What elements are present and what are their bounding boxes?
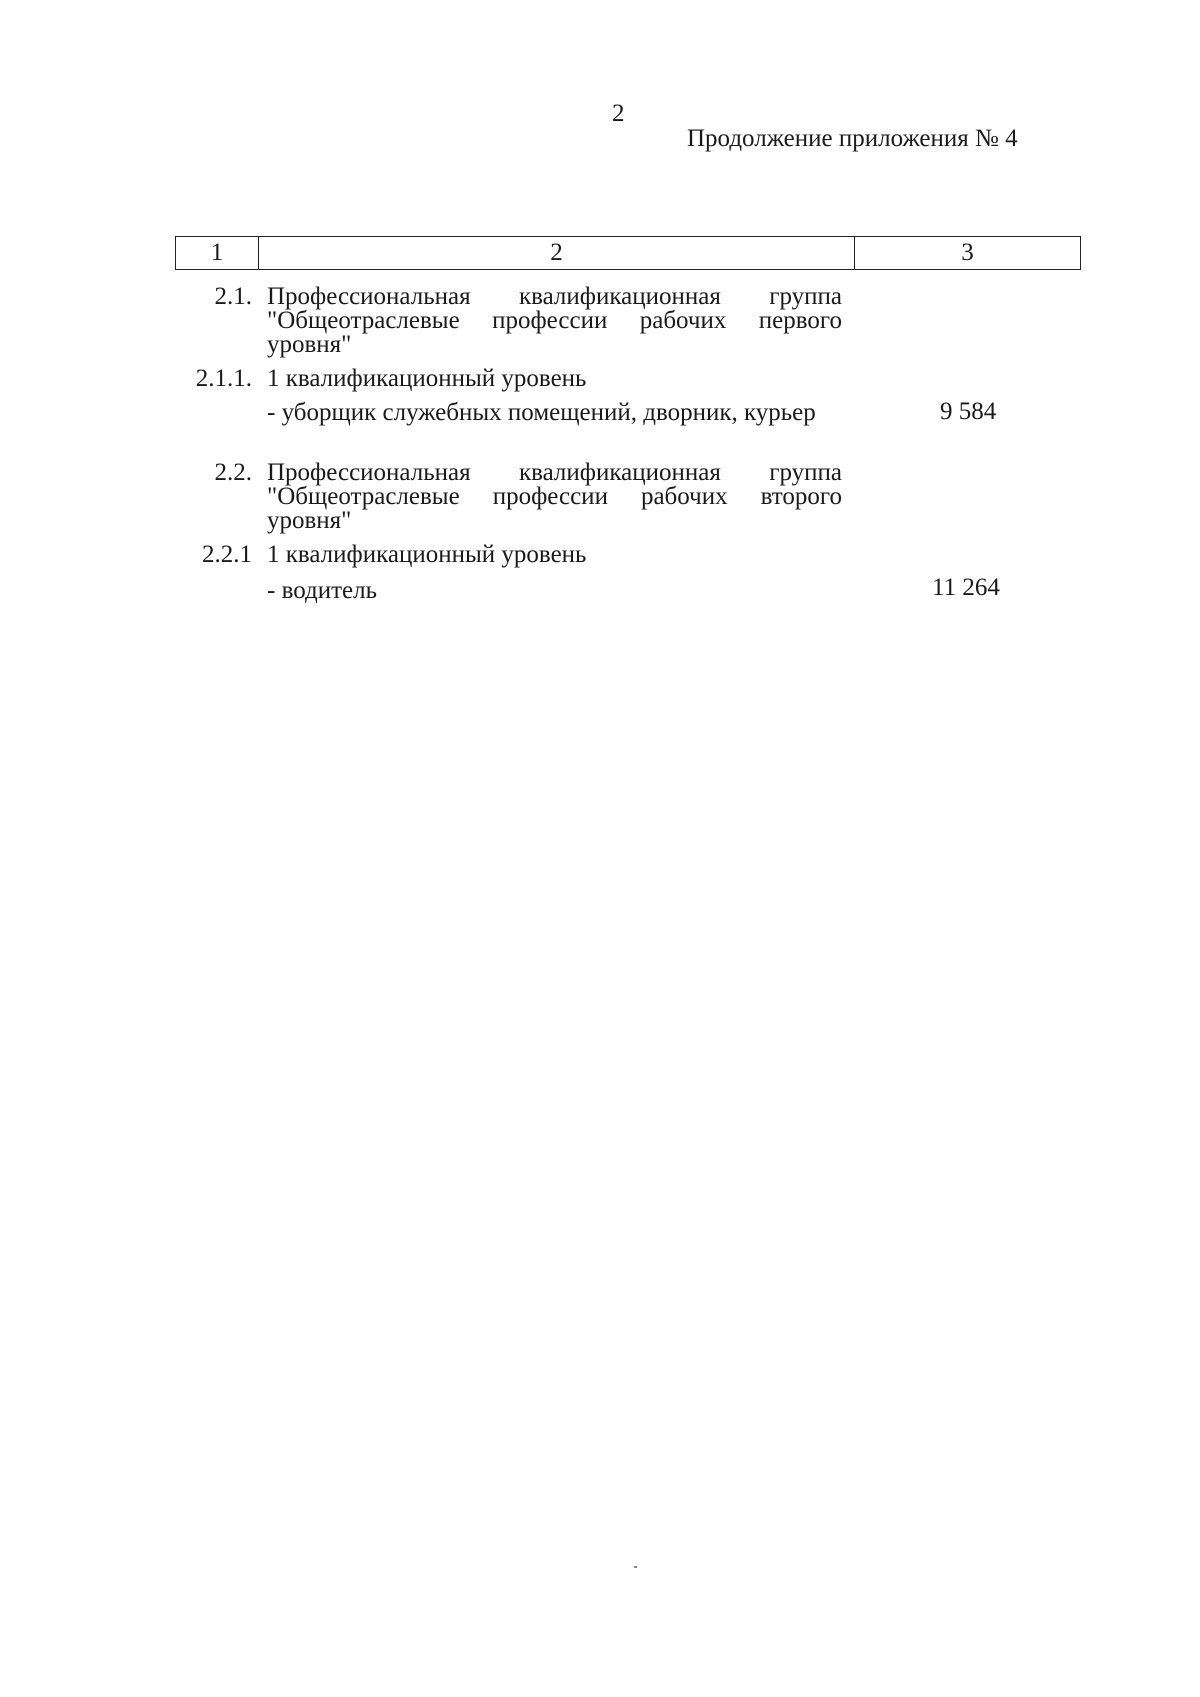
table-row (175, 461, 842, 533)
row-value: 11 264 (932, 574, 1000, 601)
table-row (175, 579, 842, 603)
row-number: 2.1.1. (195, 365, 252, 392)
row-number (175, 401, 262, 425)
table-header-col-2: 2 (259, 237, 855, 269)
table-row (175, 285, 842, 357)
row-text: Профессиональная квалификационная группа "Общеотраслевые профессии рабочих первого уровня" (267, 283, 842, 358)
table-row (175, 401, 842, 425)
row-text: Профессиональная квалификационная группа "Общеотраслевые профессии рабочих второго уровня" (267, 459, 842, 534)
scan-speck (634, 1566, 637, 1568)
row-text: - водитель (267, 577, 377, 604)
appendix-continuation-note: Продолжение приложения № 4 (687, 125, 1018, 152)
table-header-col-3: 3 (961, 239, 974, 266)
table-row (175, 367, 842, 391)
table-row (175, 543, 842, 567)
row-text: - уборщик служебных помещений, дворник, курьер (267, 399, 816, 426)
row-value: 9 584 (940, 398, 997, 425)
table-header-row (175, 236, 1081, 270)
row-text: 1 квалификационный уровень (267, 541, 587, 568)
table-header-col-1: 1 (176, 237, 259, 269)
row-number (175, 579, 262, 603)
page-number: 2 (612, 100, 625, 127)
row-number: 2.1. (214, 283, 252, 310)
row-number: 2.2.1 (202, 541, 252, 568)
row-text: 1 квалификационный уровень (267, 365, 587, 392)
row-number: 2.2. (214, 459, 252, 486)
